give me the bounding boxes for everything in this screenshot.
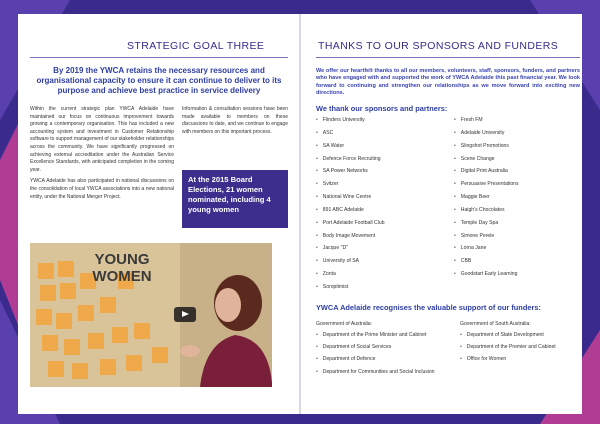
election-callout: At the 2015 Board Elections, 21 women nominated, including 4 young women bbox=[182, 170, 288, 228]
body-column-2 bbox=[182, 106, 288, 136]
body-paragraph: Information & consultation sessions have been made available to members on these discussions to date, and we continue to engage with members on this important process. bbox=[182, 106, 288, 135]
right-page bbox=[300, 0, 600, 424]
list-item: • Department of the Prime Minister and Cabinet bbox=[316, 329, 462, 341]
list-item: • Defence Force Recruiting bbox=[316, 153, 450, 166]
funders-heading: YWCA Adelaide recognises the valuable support of our funders: bbox=[316, 303, 541, 312]
list-item: • Temple Day Spa bbox=[454, 217, 584, 230]
gov-australia-list bbox=[316, 329, 462, 378]
list-item: • Digital Print Australia bbox=[454, 165, 584, 178]
list-item: • Persuasive Presentations bbox=[454, 178, 584, 191]
page-title: THANKS TO OUR SPONSORS AND FUNDERS bbox=[318, 40, 559, 52]
list-item: • Scene Change bbox=[454, 153, 584, 166]
page-title: STRATEGIC GOAL THREE bbox=[127, 40, 265, 52]
gov-australia-label: Government of Australia: bbox=[316, 321, 373, 327]
list-item: • Soroptimist bbox=[316, 281, 450, 294]
list-item: • Fresh FM bbox=[454, 114, 584, 127]
title-rule bbox=[30, 57, 288, 58]
list-item: • Adelaide University bbox=[454, 127, 584, 140]
list-item: • SA Water bbox=[316, 140, 450, 153]
gov-sa-label: Government of South Australia: bbox=[460, 321, 531, 327]
list-item: • 891 ABC Adelaide bbox=[316, 204, 450, 217]
list-item: • Department of State Development bbox=[460, 329, 586, 341]
body-column-1 bbox=[30, 106, 174, 201]
title-rule bbox=[316, 57, 580, 58]
gov-sa-list bbox=[460, 329, 586, 366]
list-item: • Lorna Jane bbox=[454, 242, 584, 255]
list-item: • National Wine Centre bbox=[316, 191, 450, 204]
body-paragraph: YWCA Adelaide has also participated in national discussions on the consolidation of local YWCA associations into a new national entity, under the National Merger Project. bbox=[30, 178, 174, 200]
list-item: • Department for Communities and Social Inclusion bbox=[316, 366, 462, 378]
body-paragraph: Within the current strategic plan YWCA Adelaide have maintained our focus on continuous improvement towards growing a contemporary organisation. This has included a new accounting system and investment in Customer Relationship software to support management of our stakeholder relationships across the community. We have significantly progressed on achieving external accreditation under the Australian Service Excellence Standards, with anticipated completion in the coming year. bbox=[30, 106, 174, 173]
sponsors-heading: We thank our sponsors and partners: bbox=[316, 104, 448, 113]
list-item: • Slingshot Promotions bbox=[454, 140, 584, 153]
list-item: • Goodstart Early Learning bbox=[454, 268, 584, 281]
list-item: • Jacque "D" bbox=[316, 242, 450, 255]
list-item: • Department of Defence bbox=[316, 353, 462, 365]
list-item: • Department of Social Services bbox=[316, 341, 462, 353]
play-icon[interactable] bbox=[174, 307, 196, 322]
list-item: • Haigh's Chocolates bbox=[454, 204, 584, 217]
sign-text: YOUNG WOMEN bbox=[92, 251, 152, 285]
video-player[interactable] bbox=[30, 243, 272, 387]
list-item: • ASC bbox=[316, 127, 450, 140]
thanks-intro: We offer our heartfelt thanks to all our members, volunteers, staff, sponsors, funders, and partners who have engaged with and supported the work of YWCA Adelaide this past financial year. We look forward to continuing and strengthen our relationships as we move forward into exciting new directions. bbox=[316, 68, 580, 96]
list-item: • Simone Perele bbox=[454, 230, 584, 243]
list-item: • University of SA bbox=[316, 255, 450, 268]
list-item: • Maggie Beer bbox=[454, 191, 584, 204]
list-item: • Department of the Premier and Cabinet bbox=[460, 341, 586, 353]
list-item: • Flinders University bbox=[316, 114, 450, 127]
list-item: • Svitzer bbox=[316, 178, 450, 191]
list-item: • Body Image Movement bbox=[316, 230, 450, 243]
list-item: • Office for Women bbox=[460, 353, 586, 365]
list-item: • CBB bbox=[454, 255, 584, 268]
sponsors-list-2 bbox=[454, 114, 584, 281]
list-item: • Zonta bbox=[316, 268, 450, 281]
goal-statement: By 2019 the YWCA retains the necessary resources and organisational capacity to ensure it can continue to deliver to its purpose and achieve best practice in service delivery bbox=[36, 66, 282, 95]
sponsors-list-1 bbox=[316, 114, 450, 294]
list-item: • Port Adelaide Football Club bbox=[316, 217, 450, 230]
list-item: • SA Power Networks bbox=[316, 165, 450, 178]
